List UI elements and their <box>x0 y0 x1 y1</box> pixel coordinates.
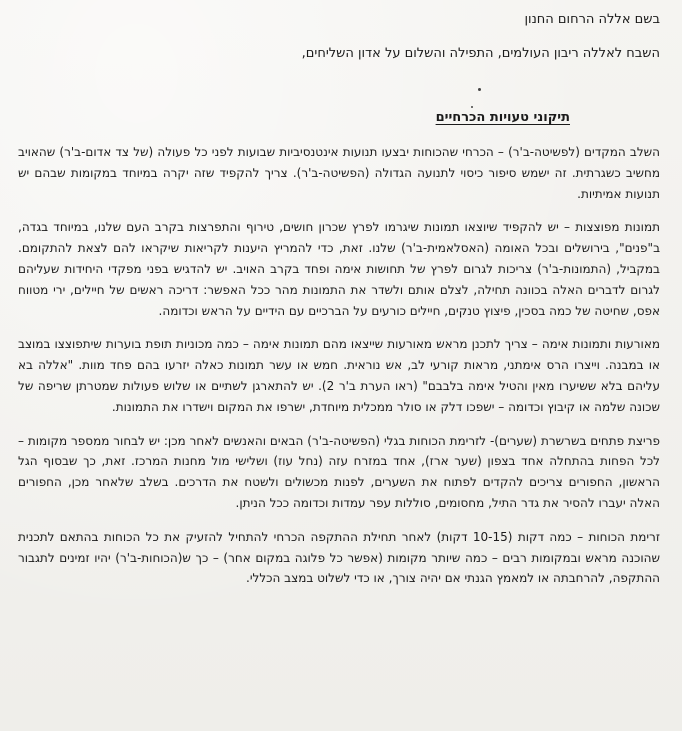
basmala-line: בשם אללה הרחום החנון <box>524 12 660 27</box>
scan-speck <box>471 106 473 108</box>
paragraph-preliminary-stage: השלב המקדים (לפשיטה-ב'ר) – הכרחי שהכוחות יבצעו תנועות אינטנסיביות שבועות לפני כל פעולה (של צד אדום-ב'ר) שהאויב מחשיב כשגרתית. זה ישמש סיפור כיסוי לתנועה הגדולה (הפשיטה-ב'ר). צריך להקפיד שזה יקרה במיוחד במקומות שבהם יש תנועות אמיתיות. <box>18 145 660 201</box>
praise-line: השבח לאללה ריבון העולמים, התפילה והשלום על אדון השליחים, <box>301 46 660 61</box>
scan-speck <box>478 88 481 91</box>
paragraph-shocking-images: תמונות מפוצצות – יש להקפיד שיוצאו תמונות שיגרמו לפרץ שכרון חושים, טירוף והתפרצות בקרב העם שלנו, במיוחד בגדה, ב"פנים", בירושלים ובכל האומה (האסלאמית-ב'ר) שלנו. זאת, כדי להמריץ היענות לקריאות שיקראו להם לצאת להתקומם. במקביל, (התמונות-ב'ר) צריכות לגרום לפרץ של תחושות אימה ופחד בקרב האויב. יש להדגיש בפני מפקדי היחידות שעליהם לגרום לדברים האלה בכוונה תחילה, לצלם אותם ולשדר את התמונות מהר ככל האפשר: דריכה ראשים של חיילים, ירי מטווח אפס, שחיטה של כמה בסכין, פיצוץ טנקים, חיילים כורעים על הברכיים עם הידיים על הראש וכדומה. <box>18 220 660 318</box>
paragraph-horror-events: מאורעות ותמונות אימה – צריך לתכנן מראש מאורעות שייצאו מהם תמונות אימה – כמה מכוניות תופת בוערות שיתפוצצו במוצב או במבנה. וייצרו הרס אימתני, מראות קורעי לב, אש נוראית. חמש או עשר תמונות כאלה יזרעו בהם פחד מוות. "אללה בא עליהם בלא ששיערו מאין והטיל אימה בלבבם" (ראו הערת ב'ר 2). יש להתארגן לשתיים או שלוש פעולות שמטרתן שריפה של שכונה שלמה או קיבוץ וכדומה – ישפכו דלק או סולר ממכלית מיוחדת, ישרפו את המקום וישדרו את התמונות. <box>18 337 660 414</box>
paragraph-forces-flow: זרימת הכוחות – כמה דקות (10-15 דקות) לאחר תחילת ההתקפה הכרחי להתחיל להזעיק את כל הכוחות בהתאם לתכנית שהוכנה מראש ובמקומות רבים – כמה שיותר מקומות (אפשר כל פלוגה במקום אחר) – כך ש(הכוחות-ב'ר) יהיו זמינים לתגבור ההתקפה, להרחבתה או למאמץ הגנתי אם יהיה צורך, או כדי לשלוט במצב הכללי. <box>18 529 660 586</box>
document-title: תיקוני טעויות הכרחיים <box>435 110 570 125</box>
paragraph-breaching-gates: פריצת פתחים בשרשרת (שערים)- לזרימת הכוחות בגלי (הפשיטה-ב'ר) הבאים והאנשים לאחר מכן: יש לבחור ממספר מקומות – לכל הפחות בהתחלה אחד בצפון (שער ארז), אחד במזרח עזה (נחל עוז) ושלישי מול מחנות המרכז. זאת, כך שבסוף הגל הראשון, החפורים צריכים להקדים לפתוח את השערים, לפנות מכשולים ולשטח את הדרכים. בשלב שלאחר מכן, החפורים האלה יעברו להסיר את גדר התיל, מחסומים, סוללות עפר עמדות וכדומה ככל הניתן. <box>18 433 660 510</box>
